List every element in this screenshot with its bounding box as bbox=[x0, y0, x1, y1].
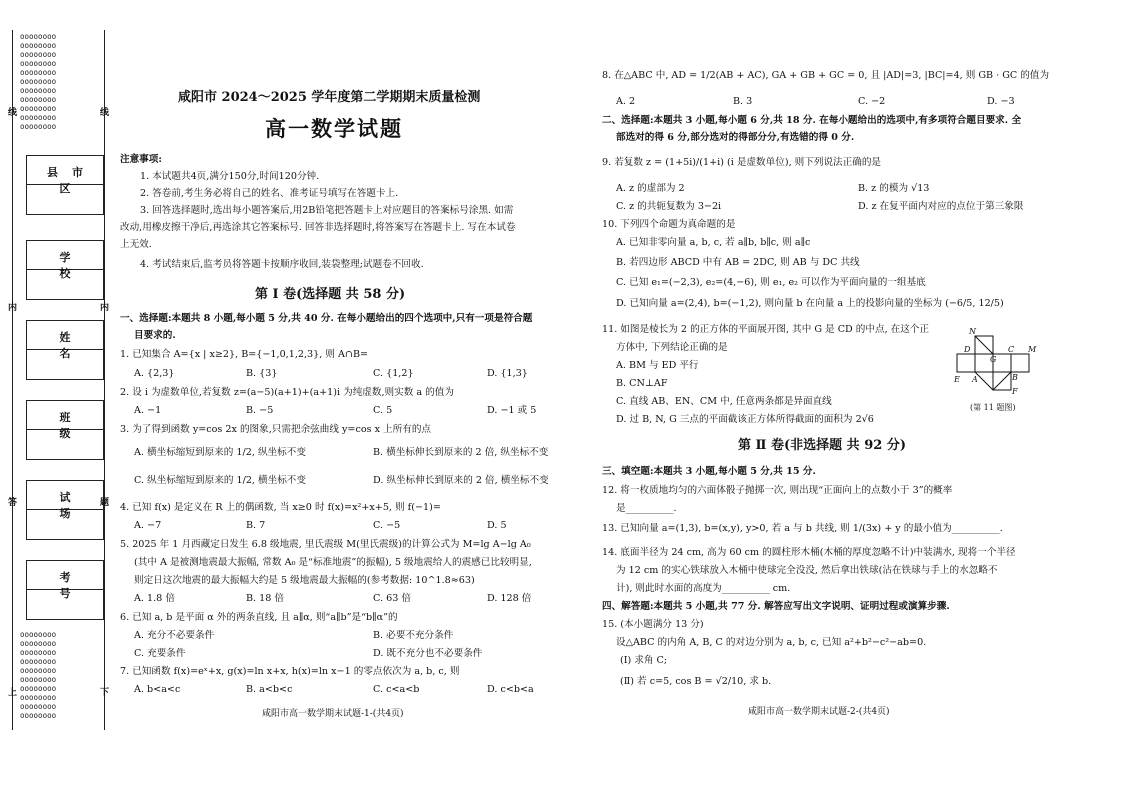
section1-instructions: 一、选择题:本题共 8 小题,每小题 5 分,共 40 分. 在每小题给出的四个选项中,只有一项是符合题 bbox=[120, 313, 533, 324]
q4-option-b: B. 7 bbox=[246, 520, 266, 531]
q8-option-d: D. −3 bbox=[987, 96, 1015, 107]
q2-option-c: C. 5 bbox=[373, 405, 393, 416]
q11-option-d: D. 过 B, N, G 三点的平面截该正方体所得截面的面积为 2√6 bbox=[616, 414, 874, 425]
q5-stem-cont: (其中 A 是被测地震最大振幅, 常数 A₀ 是“标准地震”的振幅), 5 级地震给人的震感已比较明显, bbox=[134, 557, 532, 568]
cut-label: 内 bbox=[100, 303, 110, 313]
note-item: 改动,用橡皮擦干净后,再选涂其它答案标号. 回答非选择题时,将答案写在答题卡上. 写在本试卷 bbox=[120, 222, 516, 233]
field-school bbox=[26, 240, 104, 300]
q11-stem: 11. 如图是棱长为 2 的正方体的平面展开图, 其中 G 是 CD 的中点, 在这个正 bbox=[602, 324, 930, 335]
q5-option-a: A. 1.8 倍 bbox=[134, 593, 175, 604]
field-label: 班 级 bbox=[27, 401, 103, 430]
dot-block-top: oooooooo oooooooo oooooooo oooooooo oooooooo oooooooo oooooooo oooooooo oooooooo oooooooo oooooooo bbox=[20, 32, 57, 131]
q7-option-c: C. c<a<b bbox=[373, 684, 420, 695]
q7-option-d: D. c<b<a bbox=[487, 684, 534, 695]
q11-option-c: C. 直线 AB、EN、CM 中, 任意两条都是异面直线 bbox=[616, 396, 832, 407]
q15-part-1: (Ⅰ) 求角 C; bbox=[620, 655, 668, 666]
net-label: F bbox=[1012, 387, 1018, 396]
cut-label: 题 bbox=[100, 498, 110, 508]
q4-stem: 4. 已知 f(x) 是定义在 R 上的偶函数, 当 x≥0 时 f(x)=x²+x+5, 则 f(−1)= bbox=[120, 502, 441, 513]
q15-head: 15. (本小题满分 13 分) bbox=[602, 619, 704, 630]
field-room bbox=[26, 480, 104, 540]
q9-stem: 9. 若复数 z = (1+5i)/(1+i) (i 是虚数单位), 则下列说法正确的是 bbox=[602, 157, 882, 168]
field-name bbox=[26, 320, 104, 380]
note-item: 上无效. bbox=[120, 239, 152, 250]
q10-option-b: B. 若四边形 ABCD 中有 AB = 2DC, 则 AB 与 DC 共线 bbox=[616, 257, 860, 268]
net-label: B bbox=[1012, 373, 1018, 382]
net-label: E bbox=[954, 375, 960, 384]
q12-stem-cont: 是__________. bbox=[616, 503, 677, 514]
notes-heading: 注意事项: bbox=[120, 154, 162, 165]
q11-option-b: B. CN⊥AF bbox=[616, 378, 668, 389]
q3-option-b: B. 横坐标伸长到原来的 2 倍, 纵坐标不变 bbox=[373, 447, 549, 458]
q14-stem-cont: 计), 则此时水面的高度为__________ cm. bbox=[616, 583, 791, 594]
q3-stem: 3. 为了得到函数 y=cos 2x 的图象,只需把余弦曲线 y=cos x 上所有的点 bbox=[120, 424, 432, 435]
q3-option-d: D. 纵坐标伸长到原来的 2 倍, 横坐标不变 bbox=[373, 475, 549, 486]
field-class bbox=[26, 400, 104, 460]
q9-option-c: C. z 的共轭复数为 3−2i bbox=[616, 201, 722, 212]
q2-option-d: D. −1 或 5 bbox=[487, 405, 537, 416]
note-item: 3. 回答选择题时,选出每小题答案后,用2B铅笔把答题卡上对应题目的答案标号涂黑. 如需 bbox=[140, 205, 514, 216]
q4-option-d: D. 5 bbox=[487, 520, 507, 531]
q6-option-c: C. 充要条件 bbox=[134, 648, 186, 659]
q2-option-b: B. −5 bbox=[246, 405, 274, 416]
q10-option-c: C. 已知 e₁=(−2,3), e₂=(4,−6), 则 e₁, e₂ 可以作为平面向量的一组基底 bbox=[616, 277, 926, 288]
q1-option-b: B. {3} bbox=[246, 368, 278, 379]
q10-option-d: D. 已知向量 a=(2,4), b=(−1,2), 则向量 b 在向量 a 上的投影向量的坐标为 (−6/5, 12/5) bbox=[616, 298, 1004, 309]
cut-label: 线 bbox=[100, 108, 110, 118]
note-item: 2. 答卷前,考生务必将自己的姓名、准考证号填写在答题卡上. bbox=[140, 188, 399, 199]
q8-option-c: C. −2 bbox=[858, 96, 886, 107]
net-label: C bbox=[1008, 345, 1015, 354]
q3-option-a: A. 横坐标缩短到原来的 1/2, 纵坐标不变 bbox=[134, 447, 306, 458]
field-label: 考 号 bbox=[27, 561, 103, 590]
q2-option-a: A. −1 bbox=[134, 405, 162, 416]
exam-title: 咸阳市 2024～2025 学年度第二学期期末质量检测 bbox=[178, 90, 481, 105]
q9-option-a: A. z 的虚部为 2 bbox=[616, 183, 685, 194]
q9-option-d: D. z 在复平面内对应的点位于第三象限 bbox=[858, 201, 1024, 212]
q1-option-a: A. {2,3} bbox=[134, 368, 175, 379]
q13-stem: 13. 已知向量 a=(1,3), b=(x,y), y>0, 若 a 与 b 共线, 则 1/(3x) + y 的最小值为__________. bbox=[602, 523, 1003, 534]
page-footer-1: 咸阳市高一数学期末试题-1-(共4页) bbox=[262, 709, 404, 719]
cut-label: 答 bbox=[8, 498, 18, 508]
net-face bbox=[1011, 354, 1029, 372]
cut-label: 线 bbox=[8, 108, 18, 118]
q15-part-2: (Ⅱ) 若 c=5, cos B = √2/10, 求 b. bbox=[620, 676, 772, 687]
section4-instructions: 四、解答题:本题共 5 小题,共 77 分. 解答应写出文字说明、证明过程或演算步骤. bbox=[602, 601, 950, 612]
q11-option-a: A. BM 与 ED 平行 bbox=[616, 360, 699, 371]
section1-instructions-cont: 目要求的. bbox=[134, 330, 176, 341]
field-label: 姓 名 bbox=[27, 321, 103, 350]
field-label: 学 校 bbox=[27, 241, 103, 270]
q4-option-a: A. −7 bbox=[134, 520, 162, 531]
q5-stem: 5. 2025 年 1 月西藏定日发生 6.8 级地震, 里氏震级 M(里氏震级)的计算公式为 M=lg A−lg A₀ bbox=[120, 539, 531, 550]
q3-option-c: C. 纵坐标缩短到原来的 1/2, 横坐标不变 bbox=[134, 475, 306, 486]
binding-margin bbox=[8, 30, 108, 730]
q5-option-d: D. 128 倍 bbox=[487, 593, 532, 604]
field-label: 县市区 bbox=[27, 156, 103, 185]
field-exam-number bbox=[26, 560, 104, 620]
q6-option-d: D. 既不充分也不必要条件 bbox=[373, 648, 483, 659]
figure-caption: (第 11 题图) bbox=[970, 403, 1016, 412]
q2-stem: 2. 设 i 为虚数单位,若复数 z=(a−5)(a+1)+(a+1)i 为纯虚数,则实数 a 的值为 bbox=[120, 387, 454, 398]
cut-line-right bbox=[104, 30, 105, 730]
section2-instructions: 二、选择题:本题共 3 小题,每小题 6 分,共 18 分. 在每小题给出的选项中,有多项符合题目要求. 全 bbox=[602, 115, 1022, 126]
q1-option-d: D. {1,3} bbox=[487, 368, 528, 379]
q7-option-a: A. b<a<c bbox=[134, 684, 181, 695]
page-footer-2: 咸阳市高一数学期末试题-2-(共4页) bbox=[748, 707, 890, 717]
cut-label: 下 bbox=[100, 688, 110, 698]
part1-title: 第 Ⅰ 卷(选择题 共 58 分) bbox=[255, 287, 406, 302]
q6-option-b: B. 必要不充分条件 bbox=[373, 630, 454, 641]
part2-title: 第 Ⅱ 卷(非选择题 共 92 分) bbox=[738, 438, 906, 453]
q1-option-c: C. {1,2} bbox=[373, 368, 414, 379]
dot-block-bottom: oooooooo oooooooo oooooooo oooooooo oooooooo oooooooo oooooooo oooooooo oooooooo oooooooo bbox=[20, 630, 57, 720]
note-item: 1. 本试题共4页,满分150分,时间120分钟. bbox=[140, 171, 320, 182]
subject-title: 高一数学试题 bbox=[265, 116, 403, 141]
q8-option-a: A. 2 bbox=[616, 96, 636, 107]
q14-stem: 14. 底面半径为 24 cm, 高为 60 cm 的圆柱形木桶(木桶的厚度忽略不计)中装满水, 现将一个半径 bbox=[602, 547, 1016, 558]
field-label: 试 场 bbox=[27, 481, 103, 510]
section3-instructions: 三、填空题:本题共 3 小题,每小题 5 分,共 15 分. bbox=[602, 466, 816, 477]
q5-option-b: B. 18 倍 bbox=[246, 593, 285, 604]
field-county bbox=[26, 155, 104, 215]
net-label: N bbox=[969, 327, 976, 336]
q12-stem: 12. 将一枚质地均匀的六面体骰子抛掷一次, 则出现“正面向上的点数小于 3”的概率 bbox=[602, 485, 953, 496]
q11-stem-cont: 方体中, 下列结论正确的是 bbox=[616, 342, 728, 353]
cut-label: 上 bbox=[8, 688, 18, 698]
q6-stem: 6. 已知 a, b 是平面 α 外的两条直线, 且 a∥α, 则“a∥b”是“b∥α”的 bbox=[120, 612, 398, 623]
q4-option-c: C. −5 bbox=[373, 520, 401, 531]
section2-instructions-cont: 部选对的得 6 分,部分选对的得部分分,有选错的得 0 分. bbox=[616, 132, 855, 143]
q9-option-b: B. z 的模为 √13 bbox=[858, 183, 930, 194]
cut-label: 内 bbox=[8, 303, 18, 313]
net-label: A bbox=[972, 375, 978, 384]
note-item: 4. 考试结束后,监考员将答题卡按顺序收回,装袋整理;试题卷不回收. bbox=[140, 259, 424, 270]
q10-option-a: A. 已知非零向量 a, b, c, 若 a∥b, b∥c, 则 a∥c bbox=[616, 237, 811, 248]
net-label: G bbox=[990, 355, 997, 364]
q1-stem: 1. 已知集合 A={x | x≥2}, B={−1,0,1,2,3}, 则 A∩B= bbox=[120, 349, 369, 360]
q14-stem-cont: 为 12 cm 的实心铁球放入木桶中使球完全没没, 然后拿出铁球(沾在铁球与手上的水忽略不 bbox=[616, 565, 998, 576]
q6-option-a: A. 充分不必要条件 bbox=[134, 630, 215, 641]
q10-stem: 10. 下列四个命题为真命题的是 bbox=[602, 219, 736, 230]
q15-stem: 设△ABC 的内角 A, B, C 的对边分别为 a, b, c, 已知 a²+b²−c²−ab=0. bbox=[616, 637, 927, 648]
q7-option-b: B. a<b<c bbox=[246, 684, 293, 695]
cube-net-figure bbox=[950, 322, 1050, 412]
q8-option-b: B. 3 bbox=[733, 96, 753, 107]
q8-stem: 8. 在△ABC 中, AD = 1/2(AB + AC), GA + GB + GC = 0, 且 |AD|=3, |BC|=4, 则 GB · GC 的值为 bbox=[602, 70, 1050, 81]
net-face bbox=[957, 354, 975, 372]
cut-line-left bbox=[12, 30, 13, 730]
q5-stem-cont: 则定日这次地震的最大振幅大约是 5 级地震最大振幅的(参考数据: 10^1.8≈63) bbox=[134, 575, 475, 586]
net-label: D bbox=[964, 345, 971, 354]
q7-stem: 7. 已知函数 f(x)=eˣ+x, g(x)=ln x+x, h(x)=ln x−1 的零点依次为 a, b, c, 则 bbox=[120, 666, 460, 677]
net-label: M bbox=[1028, 345, 1037, 354]
q5-option-c: C. 63 倍 bbox=[373, 593, 411, 604]
